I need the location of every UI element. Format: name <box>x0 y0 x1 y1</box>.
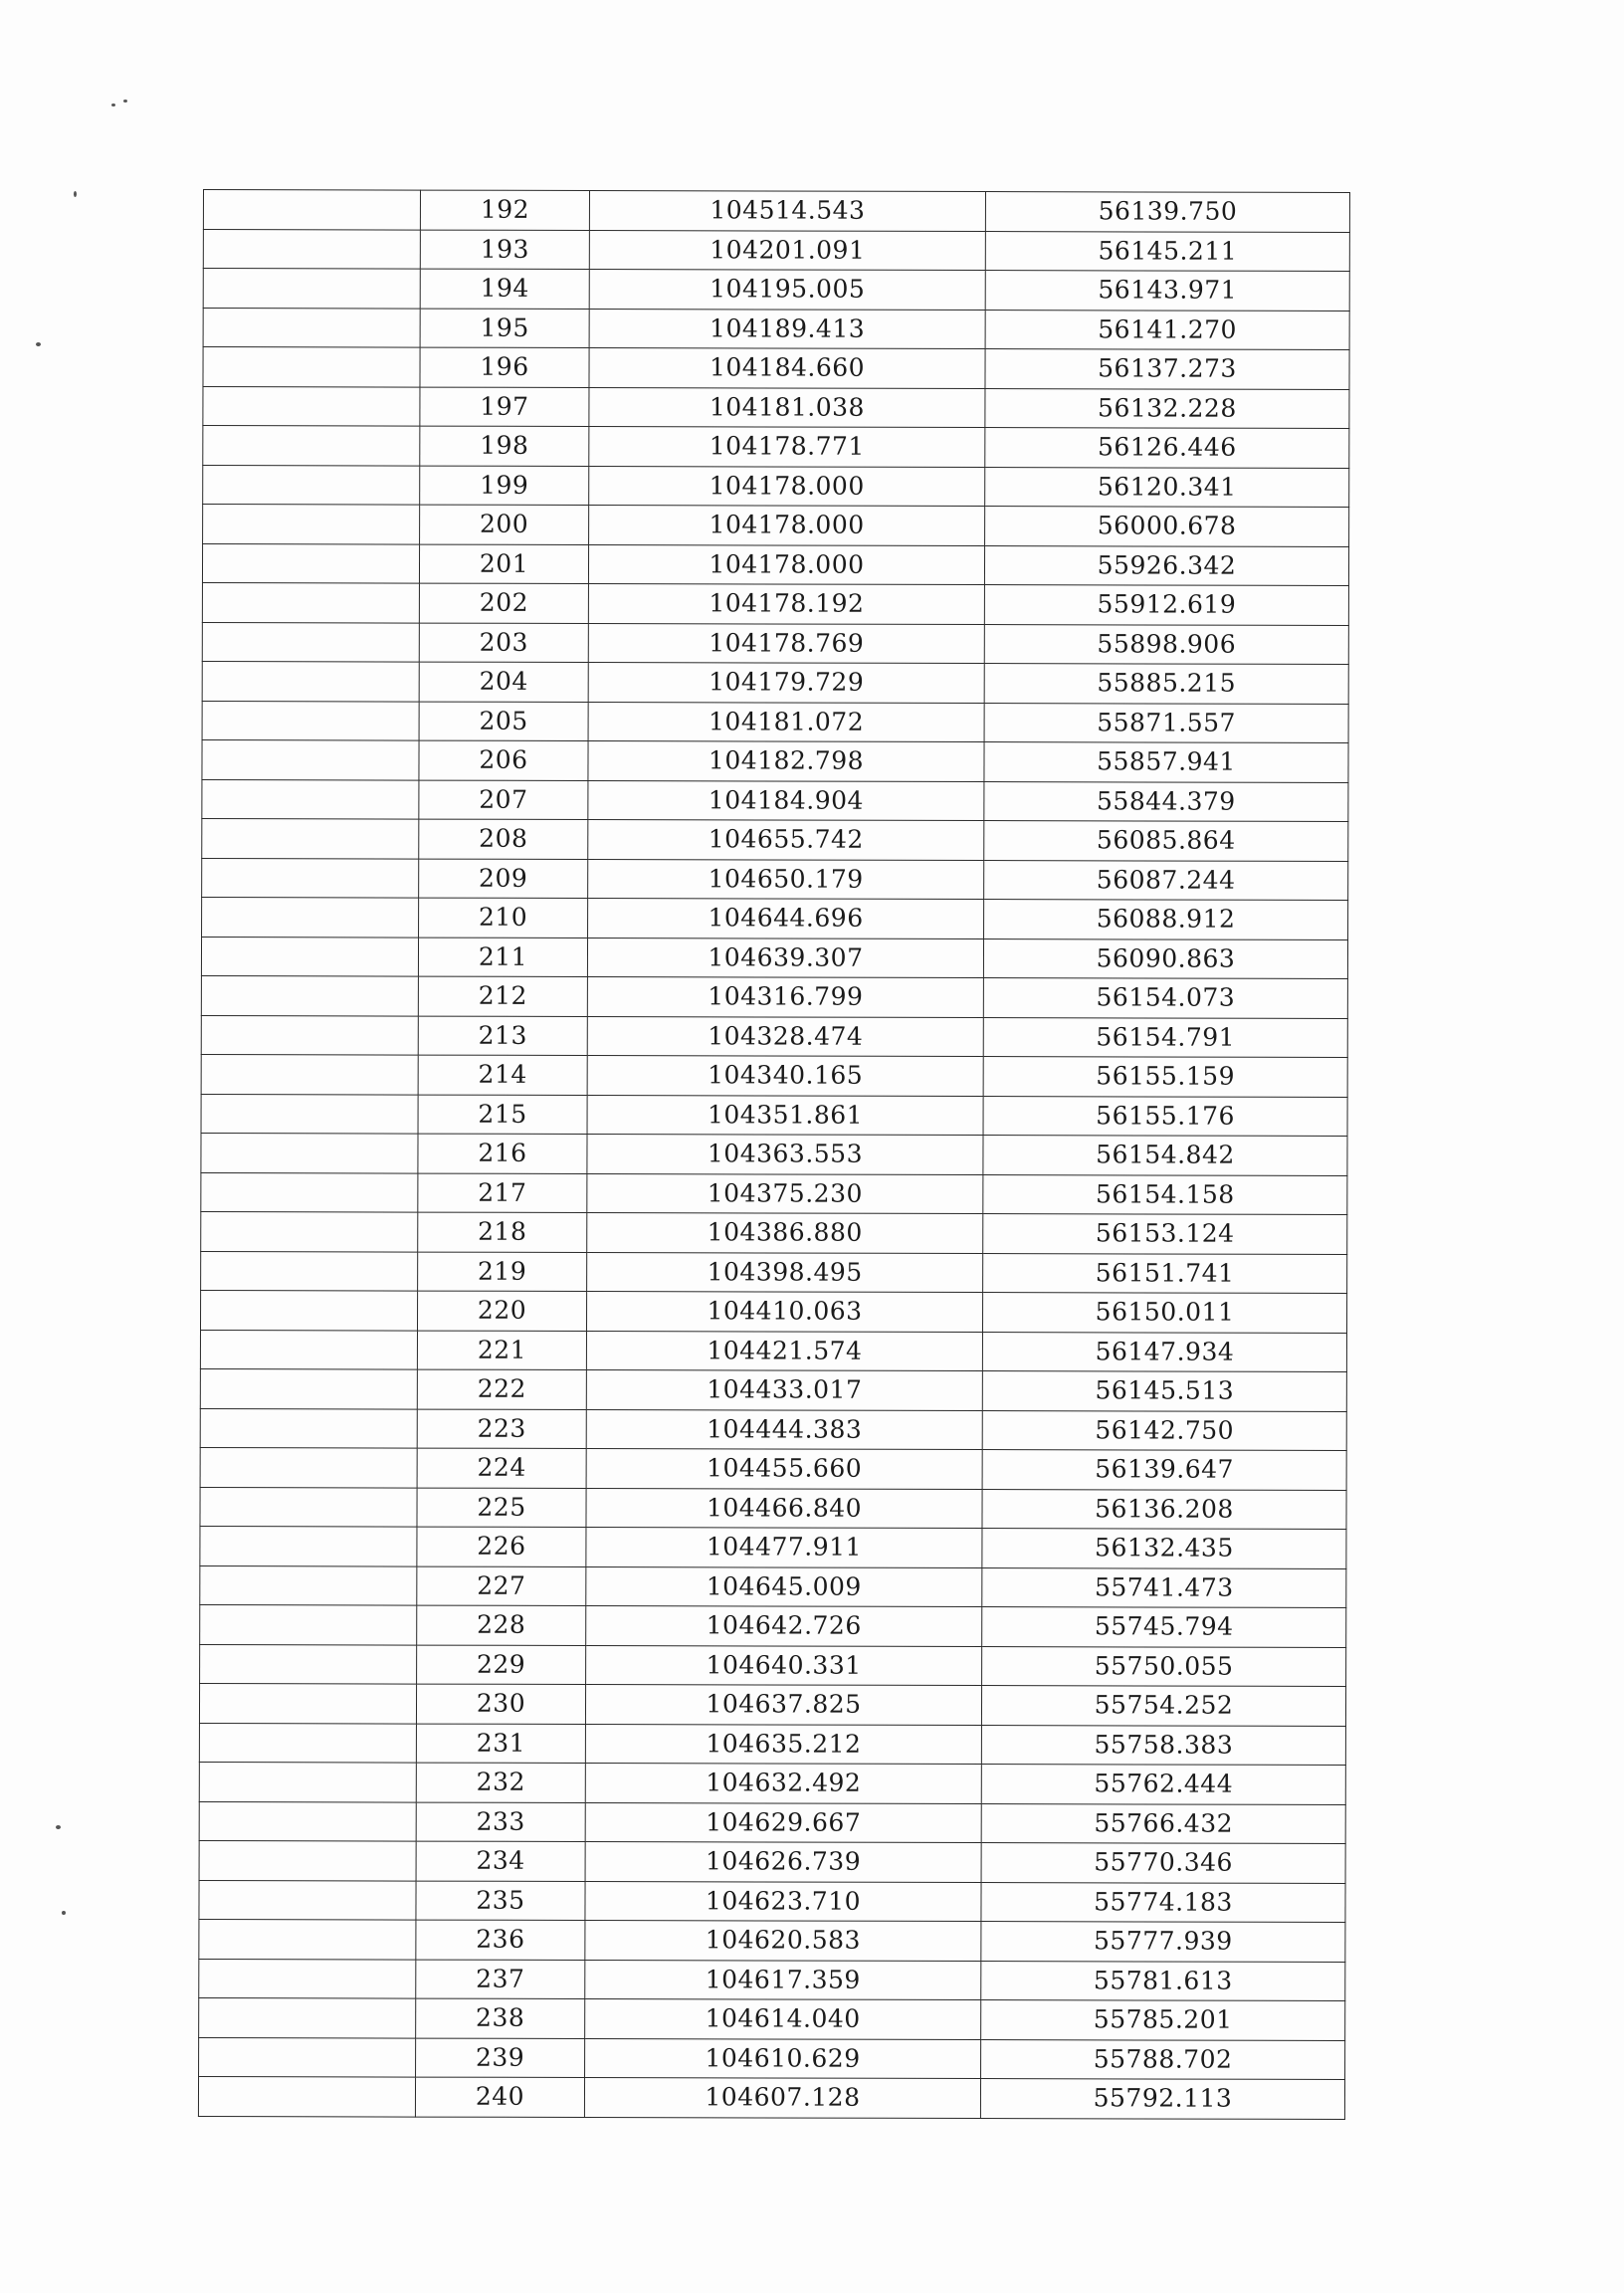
point-number-cell: 217 <box>418 1173 587 1213</box>
y-coordinate-cell: 56151.741 <box>983 1253 1347 1293</box>
point-number-cell: 221 <box>417 1331 586 1370</box>
x-coordinate-cell: 104640.331 <box>586 1645 982 1686</box>
x-coordinate-cell: 104178.771 <box>589 427 985 468</box>
point-number-cell: 216 <box>418 1134 587 1173</box>
y-coordinate-cell: 55781.613 <box>981 1961 1345 2000</box>
x-coordinate-cell: 104639.307 <box>587 938 983 978</box>
blank-cell <box>200 1408 417 1448</box>
table-row <box>203 190 1349 233</box>
x-coordinate-cell: 104363.553 <box>587 1135 983 1175</box>
table-row <box>200 1565 1346 1608</box>
y-coordinate-cell: 55844.379 <box>984 781 1348 821</box>
blank-cell <box>201 937 418 976</box>
point-number-cell: 224 <box>417 1448 586 1488</box>
point-number-cell: 195 <box>420 309 589 348</box>
x-coordinate-cell: 104340.165 <box>587 1056 983 1097</box>
y-coordinate-cell: 56136.208 <box>982 1489 1346 1529</box>
y-coordinate-cell: 56155.159 <box>983 1057 1347 1097</box>
point-number-cell: 235 <box>416 1881 585 1921</box>
y-coordinate-cell: 56120.341 <box>985 467 1349 507</box>
table-row <box>199 1997 1345 2040</box>
table-row <box>202 818 1348 861</box>
blank-cell <box>201 1172 418 1212</box>
blank-cell <box>200 1290 417 1330</box>
table-row <box>203 465 1349 508</box>
blank-cell <box>202 582 419 622</box>
x-coordinate-cell: 104626.739 <box>585 1842 981 1883</box>
x-coordinate-cell: 104610.629 <box>585 2038 981 2079</box>
table-row <box>202 622 1348 665</box>
x-coordinate-cell: 104178.000 <box>589 466 985 507</box>
coordinate-table-body <box>198 190 1349 2120</box>
blank-cell <box>202 858 419 898</box>
blank-cell <box>198 2076 415 2116</box>
y-coordinate-cell: 56150.011 <box>982 1293 1346 1333</box>
scan-speck <box>56 1825 61 1829</box>
x-coordinate-cell: 104650.179 <box>588 859 984 900</box>
x-coordinate-cell: 104637.825 <box>585 1685 981 1726</box>
point-number-cell: 222 <box>417 1369 586 1409</box>
x-coordinate-cell: 104178.192 <box>588 584 984 625</box>
blank-cell <box>199 1919 416 1959</box>
table-row <box>200 1604 1346 1647</box>
point-number-cell: 201 <box>419 544 588 584</box>
table-row <box>199 1762 1345 1804</box>
point-number-cell: 238 <box>416 1998 585 2038</box>
point-number-cell: 196 <box>420 347 589 387</box>
y-coordinate-cell: 56126.446 <box>985 428 1349 468</box>
table-row <box>200 1487 1346 1530</box>
point-number-cell: 220 <box>417 1291 586 1331</box>
point-number-cell: 214 <box>418 1055 587 1095</box>
table-row <box>203 386 1349 429</box>
y-coordinate-cell: 55758.383 <box>981 1725 1345 1765</box>
point-number-cell: 193 <box>420 230 589 270</box>
x-coordinate-cell: 104181.038 <box>589 387 985 428</box>
table-row <box>203 505 1349 547</box>
blank-cell <box>203 386 420 426</box>
y-coordinate-cell: 56155.176 <box>983 1096 1347 1136</box>
table-row <box>199 1723 1345 1766</box>
blank-cell <box>201 1133 418 1172</box>
blank-cell <box>203 347 420 387</box>
blank-cell <box>199 1959 416 1998</box>
point-number-cell: 205 <box>419 702 588 741</box>
x-coordinate-cell: 104195.005 <box>589 270 985 311</box>
x-coordinate-cell: 104645.009 <box>586 1566 982 1607</box>
table-row <box>202 701 1348 743</box>
blank-cell <box>202 779 419 819</box>
x-coordinate-cell: 104201.091 <box>589 230 985 271</box>
blank-cell <box>200 1604 417 1644</box>
scan-speck <box>74 191 77 197</box>
table-row <box>199 1919 1345 1962</box>
x-coordinate-cell: 104632.492 <box>585 1764 981 1804</box>
coordinate-table <box>198 189 1350 2120</box>
table-row <box>199 2037 1345 2080</box>
point-number-cell: 206 <box>419 740 588 780</box>
y-coordinate-cell: 56142.750 <box>982 1410 1346 1450</box>
table-row <box>199 1801 1345 1844</box>
y-coordinate-cell: 55926.342 <box>984 545 1348 585</box>
x-coordinate-cell: 104184.660 <box>589 348 985 389</box>
x-coordinate-cell: 104421.574 <box>586 1331 982 1371</box>
table-row <box>199 1683 1345 1726</box>
point-number-cell: 208 <box>419 819 588 859</box>
blank-cell <box>202 818 419 858</box>
blank-cell <box>199 1880 416 1920</box>
x-coordinate-cell: 104642.726 <box>586 1606 982 1647</box>
y-coordinate-cell: 56145.211 <box>985 231 1349 271</box>
table-row <box>200 1368 1346 1411</box>
y-coordinate-cell: 55898.906 <box>984 624 1348 664</box>
point-number-cell: 223 <box>417 1409 586 1449</box>
x-coordinate-cell: 104181.072 <box>588 702 984 742</box>
table-row <box>203 347 1349 390</box>
y-coordinate-cell: 56153.124 <box>983 1214 1347 1254</box>
y-coordinate-cell: 56154.073 <box>983 978 1347 1018</box>
x-coordinate-cell: 104635.212 <box>585 1724 981 1765</box>
x-coordinate-cell: 104184.904 <box>588 780 984 821</box>
table-row <box>201 1133 1347 1175</box>
table-row <box>198 2076 1344 2119</box>
point-number-cell: 194 <box>420 269 589 309</box>
blank-cell <box>199 1723 416 1763</box>
point-number-cell: 232 <box>416 1763 585 1802</box>
table-row <box>202 858 1348 901</box>
y-coordinate-cell: 56085.864 <box>984 821 1348 861</box>
y-coordinate-cell: 56147.934 <box>982 1332 1346 1371</box>
table-row <box>203 308 1349 350</box>
blank-cell <box>202 897 419 937</box>
blank-cell <box>200 1487 417 1527</box>
point-number-cell: 233 <box>416 1802 585 1842</box>
y-coordinate-cell: 56090.863 <box>983 938 1347 978</box>
table-row <box>203 269 1349 312</box>
blank-cell <box>199 2037 416 2077</box>
blank-cell <box>202 622 419 662</box>
scan-speck <box>62 1911 66 1915</box>
coordinate-table-wrapper <box>198 189 1349 2120</box>
y-coordinate-cell: 56154.791 <box>983 1017 1347 1057</box>
y-coordinate-cell: 56141.270 <box>985 310 1349 349</box>
x-coordinate-cell: 104351.861 <box>587 1095 983 1136</box>
blank-cell <box>203 269 420 309</box>
point-number-cell: 229 <box>417 1645 586 1685</box>
blank-cell <box>201 1094 418 1134</box>
scan-speck <box>36 342 41 346</box>
point-number-cell: 215 <box>418 1095 587 1135</box>
blank-cell <box>200 1447 417 1487</box>
y-coordinate-cell: 56145.513 <box>982 1371 1346 1411</box>
blank-cell <box>199 1762 416 1801</box>
y-coordinate-cell: 55774.183 <box>981 1882 1345 1922</box>
point-number-cell: 202 <box>419 583 588 623</box>
blank-cell <box>200 1565 417 1605</box>
x-coordinate-cell: 104316.799 <box>587 977 983 1018</box>
x-coordinate-cell: 104614.040 <box>585 1999 981 2040</box>
scan-speck <box>123 100 127 103</box>
y-coordinate-cell: 55741.473 <box>982 1567 1346 1607</box>
table-row <box>202 543 1348 586</box>
point-number-cell: 237 <box>416 1960 585 1999</box>
y-coordinate-cell: 55777.939 <box>981 1922 1345 1962</box>
blank-cell <box>199 1801 416 1841</box>
table-row <box>200 1526 1346 1568</box>
point-number-cell: 197 <box>420 387 589 427</box>
x-coordinate-cell: 104398.495 <box>587 1252 983 1293</box>
y-coordinate-cell: 56137.273 <box>985 349 1349 389</box>
point-number-cell: 207 <box>419 780 588 820</box>
point-number-cell: 204 <box>419 662 588 702</box>
table-row <box>201 1094 1347 1137</box>
y-coordinate-cell: 56088.912 <box>984 900 1348 939</box>
x-coordinate-cell: 104644.696 <box>588 899 984 939</box>
x-coordinate-cell: 104466.840 <box>586 1488 982 1529</box>
x-coordinate-cell: 104617.359 <box>585 1960 981 2000</box>
blank-cell <box>203 190 420 230</box>
y-coordinate-cell: 55792.113 <box>980 2079 1344 2119</box>
x-coordinate-cell: 104328.474 <box>587 1016 983 1057</box>
table-row <box>201 1054 1347 1097</box>
blank-cell <box>202 543 419 583</box>
y-coordinate-cell: 55745.794 <box>982 1607 1346 1647</box>
blank-cell <box>201 1211 418 1251</box>
point-number-cell: 226 <box>417 1527 586 1566</box>
y-coordinate-cell: 55912.619 <box>984 585 1348 625</box>
blank-cell <box>199 1997 416 2037</box>
point-number-cell: 192 <box>420 190 589 230</box>
y-coordinate-cell: 55857.941 <box>984 742 1348 782</box>
point-number-cell: 218 <box>418 1212 587 1252</box>
x-coordinate-cell: 104410.063 <box>586 1292 982 1333</box>
point-number-cell: 200 <box>420 505 589 544</box>
y-coordinate-cell: 56132.228 <box>985 388 1349 428</box>
table-row <box>199 1840 1345 1883</box>
table-row <box>203 229 1349 272</box>
table-row <box>200 1330 1346 1372</box>
blank-cell <box>201 1015 418 1055</box>
x-coordinate-cell: 104623.710 <box>585 1881 981 1922</box>
table-row <box>203 426 1349 469</box>
x-coordinate-cell: 104655.742 <box>588 820 984 861</box>
y-coordinate-cell: 55788.702 <box>981 2039 1345 2079</box>
point-number-cell: 234 <box>416 1841 585 1881</box>
scan-speck <box>111 104 115 106</box>
x-coordinate-cell: 104477.911 <box>586 1528 982 1568</box>
x-coordinate-cell: 104178.000 <box>589 506 985 546</box>
y-coordinate-cell: 55766.432 <box>981 1803 1345 1843</box>
y-coordinate-cell: 55770.346 <box>981 1843 1345 1883</box>
table-row <box>202 582 1348 625</box>
point-number-cell: 231 <box>416 1724 585 1764</box>
point-number-cell: 240 <box>415 2077 584 2117</box>
x-coordinate-cell: 104444.383 <box>586 1409 982 1450</box>
x-coordinate-cell: 104455.660 <box>586 1449 982 1490</box>
table-row <box>201 1211 1347 1254</box>
point-number-cell: 230 <box>416 1684 585 1724</box>
point-number-cell: 219 <box>418 1252 587 1292</box>
blank-cell <box>202 739 419 779</box>
y-coordinate-cell: 55885.215 <box>984 664 1348 704</box>
x-coordinate-cell: 104514.543 <box>589 191 985 232</box>
x-coordinate-cell: 104620.583 <box>585 1921 981 1962</box>
x-coordinate-cell: 104178.769 <box>588 623 984 664</box>
y-coordinate-cell: 56132.435 <box>982 1529 1346 1568</box>
x-coordinate-cell: 104629.667 <box>585 1802 981 1843</box>
point-number-cell: 212 <box>418 976 587 1016</box>
blank-cell <box>201 975 418 1015</box>
y-coordinate-cell: 55754.252 <box>981 1686 1345 1726</box>
blank-cell <box>203 308 420 347</box>
table-row <box>200 1644 1346 1687</box>
table-row <box>201 1251 1347 1294</box>
blank-cell <box>200 1644 417 1684</box>
x-coordinate-cell: 104178.000 <box>588 544 984 585</box>
table-row <box>202 897 1348 939</box>
blank-cell <box>201 1251 418 1291</box>
x-coordinate-cell: 104182.798 <box>588 741 984 782</box>
table-row <box>199 1959 1345 2001</box>
y-coordinate-cell: 56139.647 <box>982 1450 1346 1490</box>
y-coordinate-cell: 56154.158 <box>983 1174 1347 1214</box>
y-coordinate-cell: 55750.055 <box>982 1646 1346 1686</box>
x-coordinate-cell: 104433.017 <box>586 1370 982 1411</box>
table-row <box>202 779 1348 822</box>
blank-cell <box>203 229 420 269</box>
blank-cell <box>202 661 419 701</box>
point-number-cell: 211 <box>418 938 587 977</box>
y-coordinate-cell: 56000.678 <box>985 507 1349 546</box>
table-row <box>200 1447 1346 1490</box>
y-coordinate-cell: 55785.201 <box>981 2000 1345 2040</box>
table-row <box>200 1408 1346 1451</box>
table-row <box>201 1172 1347 1215</box>
blank-cell <box>200 1526 417 1565</box>
point-number-cell: 198 <box>420 426 589 466</box>
y-coordinate-cell: 56087.244 <box>984 860 1348 900</box>
point-number-cell: 199 <box>420 466 589 506</box>
blank-cell <box>203 465 420 505</box>
blank-cell <box>200 1368 417 1408</box>
table-row <box>202 739 1348 782</box>
blank-cell <box>202 701 419 740</box>
table-row <box>201 1015 1347 1058</box>
point-number-cell: 213 <box>418 1016 587 1056</box>
point-number-cell: 209 <box>419 859 588 899</box>
blank-cell <box>199 1840 416 1880</box>
blank-cell <box>199 1683 416 1723</box>
x-coordinate-cell: 104179.729 <box>588 663 984 704</box>
point-number-cell: 239 <box>416 2038 585 2078</box>
table-row <box>200 1290 1346 1333</box>
point-number-cell: 228 <box>417 1605 586 1645</box>
table-row <box>199 1880 1345 1923</box>
y-coordinate-cell: 55762.444 <box>981 1765 1345 1804</box>
blank-cell <box>203 426 420 466</box>
point-number-cell: 203 <box>419 623 588 663</box>
table-row <box>201 975 1347 1018</box>
y-coordinate-cell: 56143.971 <box>985 271 1349 311</box>
x-coordinate-cell: 104375.230 <box>587 1173 983 1214</box>
x-coordinate-cell: 104189.413 <box>589 309 985 349</box>
table-row <box>201 937 1347 979</box>
point-number-cell: 210 <box>419 898 588 938</box>
y-coordinate-cell: 56154.842 <box>983 1136 1347 1175</box>
blank-cell <box>200 1330 417 1369</box>
y-coordinate-cell: 56139.750 <box>985 192 1349 232</box>
blank-cell <box>201 1054 418 1094</box>
x-coordinate-cell: 104607.128 <box>584 2078 980 2119</box>
point-number-cell: 225 <box>417 1488 586 1528</box>
x-coordinate-cell: 104386.880 <box>587 1213 983 1254</box>
point-number-cell: 236 <box>416 1920 585 1960</box>
y-coordinate-cell: 55871.557 <box>984 703 1348 742</box>
blank-cell <box>203 505 420 544</box>
table-row <box>202 661 1348 704</box>
point-number-cell: 227 <box>417 1566 586 1606</box>
